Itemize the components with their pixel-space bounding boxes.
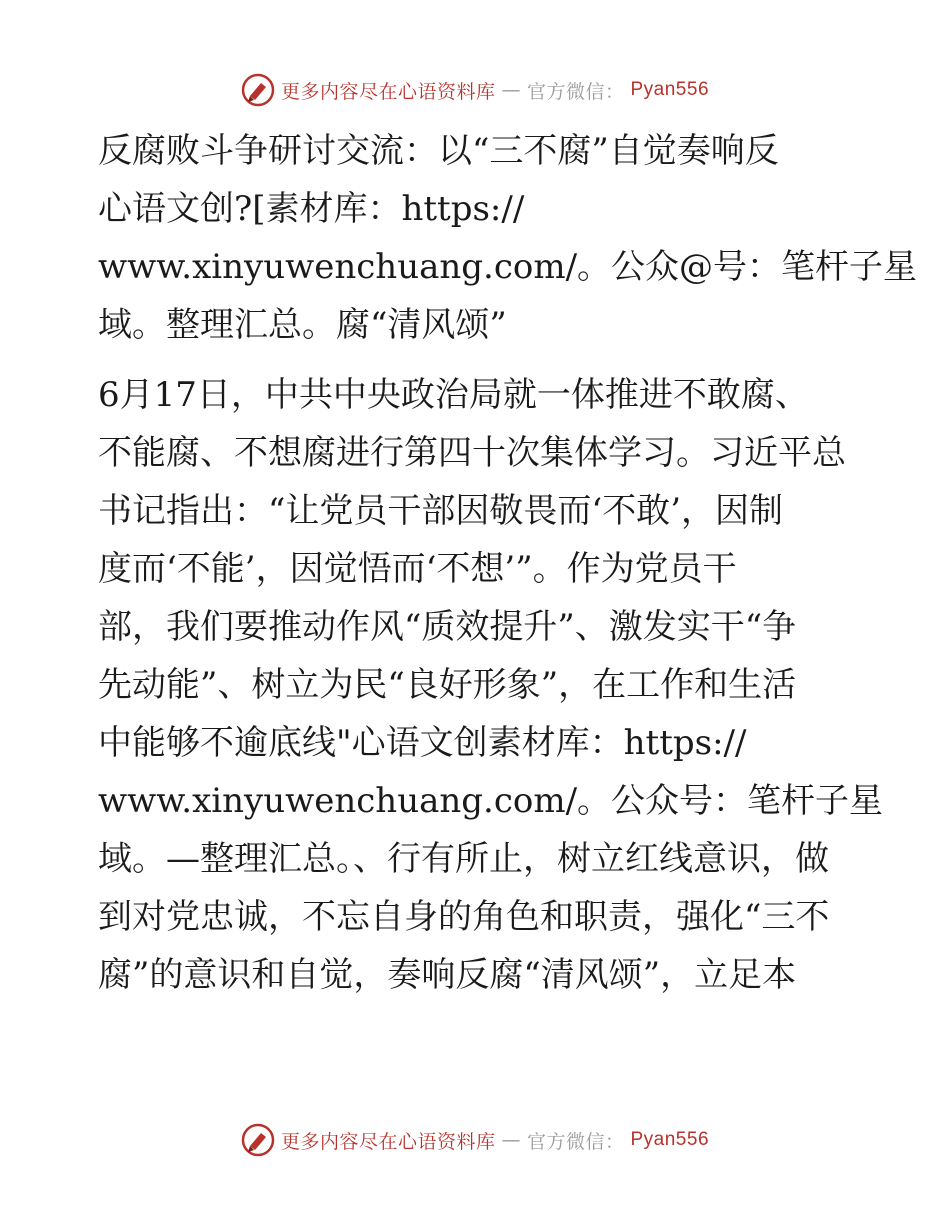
- text-line: www.xinyuwenchuang.com/。公众@号：笔杆子星: [98, 247, 918, 287]
- text-line: 部，我们要推动作风“质效提升”、激发实干“争: [98, 607, 797, 647]
- header-watermark: [0, 70, 950, 110]
- watermark-separator: —: [501, 1129, 521, 1151]
- watermark-separator: —: [501, 79, 521, 101]
- text-line: 腐”的意识和自觉，奏响反腐“清风颂”，立足本: [98, 955, 797, 995]
- text-line: www.xinyuwenchuang.com/。公众号：笔杆子星: [98, 781, 884, 821]
- text-line: 到对党忠诚，不忘自身的角色和职责，强化“三不: [98, 897, 830, 937]
- text-line: 域。整理汇总。腐“清风颂”: [98, 305, 507, 345]
- watermark-wechat-id: Pyan556: [630, 79, 710, 100]
- text-line: 先动能”、树立为民“良好形象”，在工作和生活: [98, 665, 797, 705]
- text-line: 域。—整理汇总。、行有所止，树立红线意识，做: [98, 839, 829, 879]
- text-line: 6月17日，中共中央政治局就一体推进不敢腐、: [98, 375, 809, 415]
- brand-logo-icon: [241, 1123, 275, 1157]
- paragraph-body: [98, 366, 884, 1004]
- text-line: 书记指出：“让党员干部因敬畏而‘不敢’，因制: [98, 491, 783, 531]
- text-line: 反腐败斗争研讨交流：以“三不腐”自觉奏响反: [98, 131, 779, 171]
- brand-logo-icon: [241, 73, 275, 107]
- paragraph-title: [98, 122, 918, 354]
- watermark-wechat-id: Pyan556: [630, 1129, 710, 1150]
- text-line: 度而‘不能’，因觉悟而‘不想’”。作为党员干: [98, 549, 737, 589]
- text-line: 心语文创?[素材库：https://: [98, 189, 525, 229]
- watermark-label: 官方微信：: [526, 1130, 625, 1153]
- watermark-text: 更多内容尽在心语资料库: [280, 80, 496, 103]
- text-line: 中能够不逾底线"心语文创素材库：https://: [98, 723, 747, 763]
- text-line: 不能腐、不想腐进行第四十次集体学习。习近平总: [98, 433, 846, 473]
- watermark-text: 更多内容尽在心语资料库: [280, 1130, 496, 1153]
- document-body: [98, 122, 918, 1004]
- footer-watermark: [0, 1120, 950, 1160]
- watermark-label: 官方微信：: [526, 80, 625, 103]
